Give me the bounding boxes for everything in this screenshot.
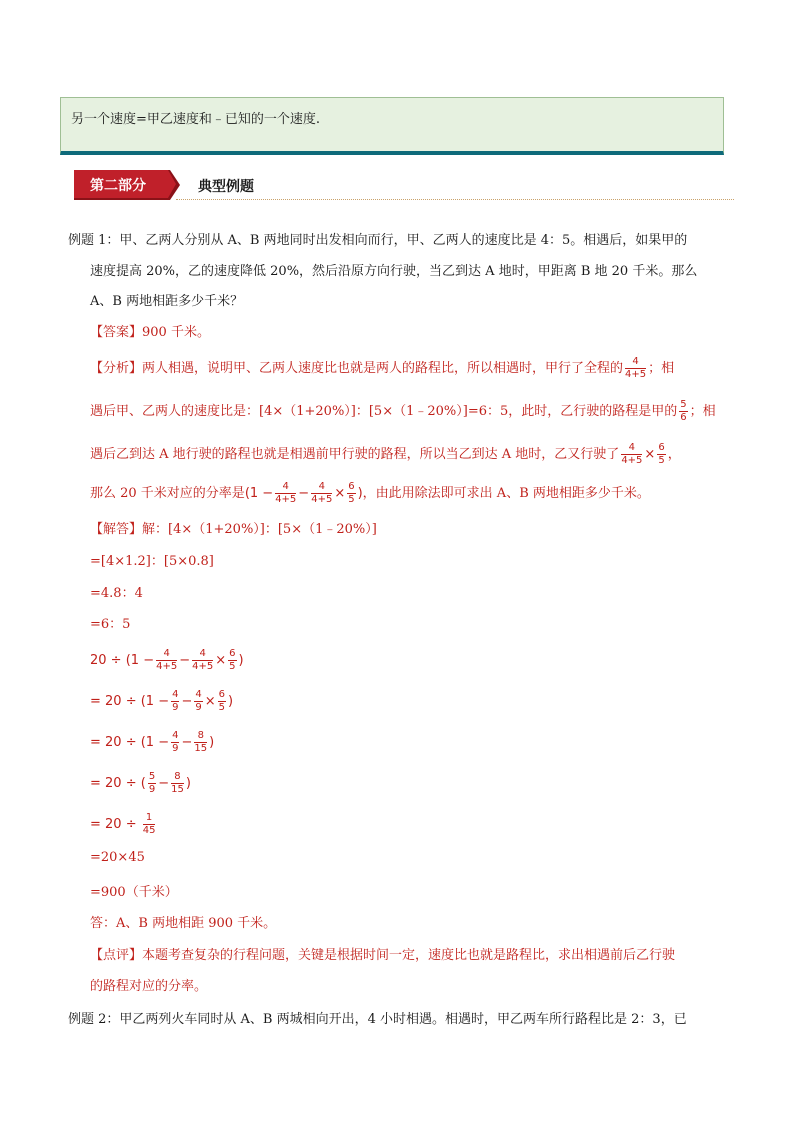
solution-step: =900（千米） bbox=[90, 885, 178, 900]
fraction: $\frac{4}{4+5}$ bbox=[275, 481, 297, 505]
analysis-line2-tail: ；相 bbox=[689, 404, 716, 419]
fraction: $\frac{5}{6}$ bbox=[680, 399, 687, 423]
section-label: 第二部分 bbox=[90, 178, 146, 194]
section-title: 典型例题 bbox=[198, 179, 254, 195]
solution-step: 20 ÷ (1 − $\frac{4}{4+5}$ − $\frac{4}{4+5}$ × $\frac{6}{5}$ ) bbox=[90, 648, 244, 672]
fraction: $\frac{1}{45}$ bbox=[142, 812, 156, 836]
analysis-line4-tail: ，由此用除法即可求出 A、B 两地相距多少千米。 bbox=[362, 486, 650, 501]
analysis-line1 bbox=[90, 357, 674, 380]
example1-question-line3: A、B 两地相距多少千米？ bbox=[90, 294, 244, 309]
analysis-line4: 那么 20 千米对应的分率是(1 − $\frac{4}{4+5}$ − $\frac{4}{4+5}$ × $\frac{6}{5}$ )，由此用除法即可求出 A、B 两地相距多少千米。 bbox=[90, 481, 650, 505]
fraction: $\frac{4}{4+5}$ bbox=[311, 481, 333, 505]
fraction: $\frac{4}{4+5}$ bbox=[156, 648, 178, 672]
analysis-line2 bbox=[90, 400, 716, 423]
fraction: $\frac{4}{4+5}$ bbox=[192, 648, 214, 672]
comment-line1: 【点评】本题考查复杂的行程问题，关键是根据时间一定，速度比也就是路程比，求出相遇前后乙行驶 bbox=[90, 948, 676, 963]
fraction: $\frac{8}{15}$ bbox=[194, 730, 208, 754]
fraction: $\frac{5}{9}$ bbox=[148, 771, 156, 795]
solution-step: = 20 ÷ (1 − $\frac{4}{9}$ − $\frac{8}{15}$ ) bbox=[90, 730, 215, 754]
fraction: $\frac{4}{4+5}$ bbox=[621, 442, 643, 466]
solution-head: 【解答】解：[4×（1+20%）]：[5×（1﹣20%）] bbox=[90, 522, 377, 537]
fraction: $\frac{6}{5}$ bbox=[218, 689, 226, 713]
fraction: $\frac{4}{4+5}$ bbox=[625, 356, 647, 380]
fraction: $\frac{4}{9}$ bbox=[172, 689, 179, 713]
analysis-line1-text: 【分析】两人相遇，说明甲、乙两人速度比也就是两人的路程比，所以相遇时，甲行了全程的 bbox=[90, 361, 624, 376]
conclusion-line: 答：A、B 两地相距 900 千米。 bbox=[90, 916, 277, 931]
solution-step: =4.8：4 bbox=[90, 586, 143, 601]
fraction: $\frac{6}{5}$ bbox=[229, 648, 236, 672]
fraction: $\frac{6}{5}$ bbox=[348, 481, 355, 505]
analysis-line1-tail: ；相 bbox=[648, 361, 675, 376]
example2-question-line1: 例题 2：甲乙两列火车同时从 A、B 两城相向开出，4 小时相遇。相遇时，甲乙两车所行路程比是 2：3，已 bbox=[68, 1012, 687, 1027]
answer-line: 【答案】900 千米。 bbox=[90, 325, 210, 340]
fraction: $\frac{4}{9}$ bbox=[172, 730, 179, 754]
analysis-line3: 遇后乙到达 A 地行驶的路程也就是相遇前甲行驶的路程，所以当乙到达 A 地时，乙又行驶了 $\frac{4}{4+5}$ × $\frac{6}{5}$ ， bbox=[90, 442, 681, 466]
analysis-line4-text: 那么 20 千米对应的分率是 bbox=[90, 486, 245, 501]
analysis-line2-text: 遇后甲、乙两人的速度比是：[4×（1+20%）]：[5×（1﹣20%）]=6：5，此时，乙行驶的路程是甲的 bbox=[90, 404, 678, 419]
solution-step: = 20 ÷ $\frac{1}{45}$ bbox=[90, 812, 156, 836]
solution-step: = 20 ÷ ( $\frac{5}{9}$ − $\frac{8}{15}$ ) bbox=[90, 771, 191, 795]
solution-step: =6：5 bbox=[90, 617, 131, 632]
fraction: $\frac{8}{15}$ bbox=[171, 771, 184, 795]
section-divider bbox=[176, 199, 734, 200]
solution-step: = 20 ÷ (1 − $\frac{4}{9}$ − $\frac{4}{9}$ × $\frac{6}{5}$ ) bbox=[90, 689, 234, 713]
example1-question-line1: 例题 1：甲、乙两人分别从 A、B 两地同时出发相向而行，甲、乙两人的速度比是 4：5。相遇后，如果甲的 bbox=[68, 233, 688, 248]
fraction: $\frac{4}{9}$ bbox=[195, 689, 202, 713]
comment-line2: 的路程对应的分率。 bbox=[90, 979, 208, 994]
note-text: 另一个速度=甲乙速度和﹣已知的一个速度. bbox=[71, 112, 321, 127]
solution-step: =20×45 bbox=[90, 850, 145, 865]
note-box bbox=[60, 97, 724, 155]
example1-question-line2: 速度提高 20%，乙的速度降低 20%，然后沿原方向行驶，当乙到达 A 地时，甲距离 B 地 20 千米。那么 bbox=[90, 264, 698, 279]
solution-step: =[4×1.2]：[5×0.8] bbox=[90, 554, 214, 569]
fraction: $\frac{6}{5}$ bbox=[658, 442, 665, 466]
analysis-line3-text: 遇后乙到达 A 地行驶的路程也就是相遇前甲行驶的路程，所以当乙到达 A 地时，乙又行驶了 bbox=[90, 447, 620, 462]
